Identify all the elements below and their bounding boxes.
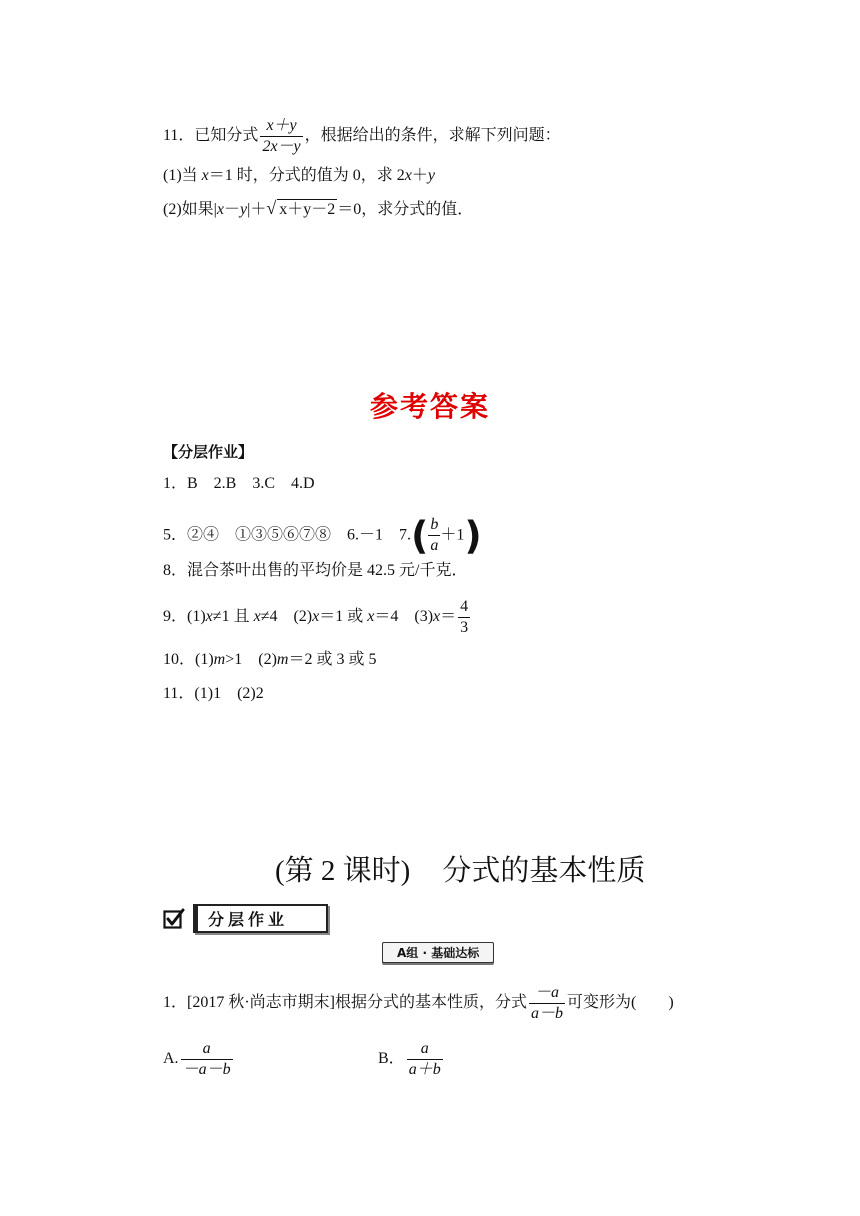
question-11-part-1: (1)当 x＝1 时，分式的值为 0，求 2x＋y [163, 167, 436, 184]
question-11-part-2: (2)如果|x－y|＋√ x＋y－2 ＝0，求分式的值． [163, 198, 474, 218]
answer-line-8: 8．混合茶叶出售的平均价是 42.5 元/千克． [163, 562, 468, 579]
fraction-x-plus-y-over-2x-minus-y: $\frac{x+y}{2x-y}$ [262, 117, 301, 155]
answer-section-label: 【分层作业】 [163, 443, 254, 461]
radical-sign: √ [266, 198, 277, 218]
fraction-option-b: $\frac{a}{a+b}$ [408, 1040, 441, 1078]
group-a-badge: A组 · 基础达标 [382, 942, 494, 963]
layer-header [163, 904, 328, 933]
fraction-neg-a-over-a-minus-b: $\frac{-a}{a-b}$ [531, 984, 564, 1022]
fraction-4-over-3: $\frac{4}{3}$ [460, 598, 469, 636]
answer-line-1: 1．B 2.B 3.C 4.D [163, 475, 315, 492]
option-a: A. $\frac{a}{-a-b}$ [163, 1040, 231, 1078]
option-b: B． $\frac{a}{a+b}$ [378, 1040, 441, 1078]
answer-line-11: 11．(1)1 (2)2 [163, 685, 264, 702]
right-paren-large: ) [464, 513, 482, 558]
lesson-title: (第 2 课时) 分式的基本性质 [275, 853, 646, 887]
fraction-option-a: $\frac{a}{-a-b}$ [182, 1040, 231, 1078]
checkbox-checked-icon [163, 908, 185, 930]
answer-line-5: 5．②④ ①③⑤⑥⑦⑧ 6.－1 7.( $\frac{b}{a}$ ＋1) [163, 513, 482, 558]
left-paren-large: ( [411, 513, 429, 558]
answer-line-10: 10．(1)m>1 (2)m＝2 或 3 或 5 [163, 651, 377, 668]
lesson-question-1: 1．[2017 秋·尚志市期末]根据分式的基本性质，分式 $\frac{-a}{a-b}$ 可变形为( ) [163, 984, 674, 1022]
answer-title: 参考答案 [369, 390, 490, 423]
square-root-expression: x＋y－2 [279, 201, 336, 218]
question-11-stem: 11．已知分式 $\frac{x+y}{2x-y}$ ，根据给出的条件，求解下列问题： [163, 117, 561, 155]
fraction-b-over-a: $\frac{b}{a}$ [430, 516, 439, 554]
layer-homework-label: 分层作业 [193, 904, 328, 933]
answer-line-9: 9．(1)x≠1 且 x≠4 (2)x＝1 或 x＝4 (3)x＝ $\frac{4}{3}$ [163, 598, 469, 636]
